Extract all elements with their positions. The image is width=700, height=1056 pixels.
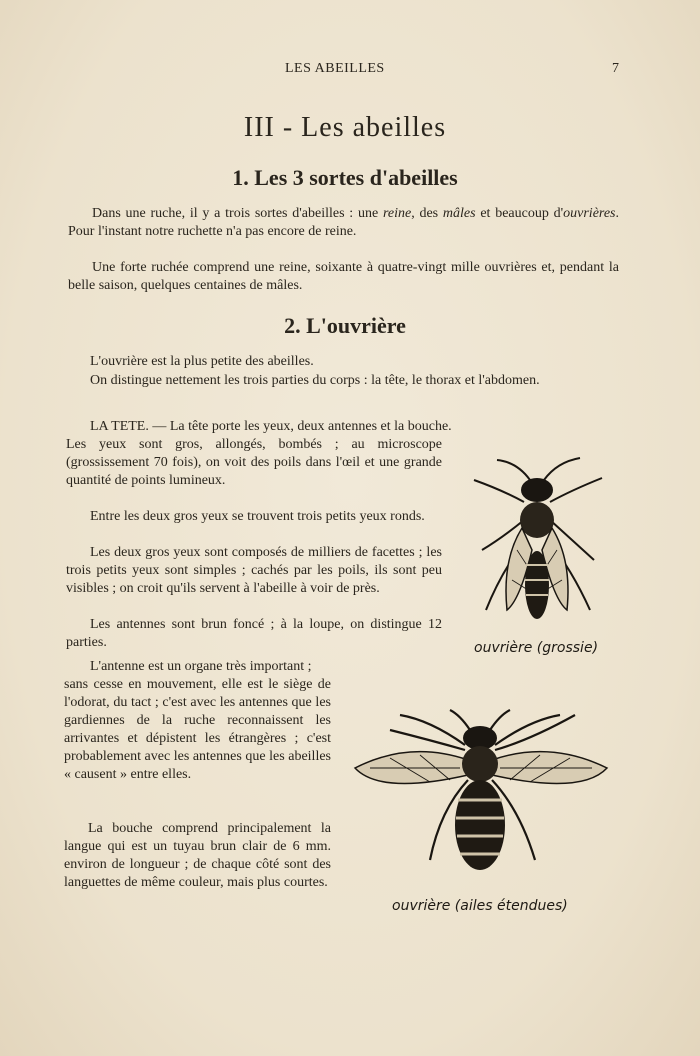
section-2-paragraph-1: L'ouvrière est la plus petite des abeilles. [90, 354, 314, 369]
section-2-paragraph-antenna-line1: L'antenne est un organe très important ; [90, 659, 312, 674]
section-2-paragraph-eyes: Les yeux sont gros, allongés, bombés ; au microscope (grossissement 70 fois), on voit des poils dans l'œil et une grande quantité de points lumineux. [66, 437, 442, 488]
running-head: LES ABEILLES [285, 61, 385, 76]
section-2-paragraph-mouth: La bouche comprend principalement la langue qui est un tuyau brun clair de 6 mm. environ de longueur ; de chaque côté sont des languettes de même couleur, mais plus courtes. [64, 821, 331, 890]
section-2-paragraph-small-eyes: Entre les deux gros yeux se trouvent trois petits yeux ronds. [90, 509, 425, 524]
section-2-paragraph-antenna-rest: sans cesse en mouvement, elle est le siège de l'odorat, du tact ; c'est avec les antennes que les gardiennes de la ruche reconnaissent les arrivantes et dépistent les étrangères ; c'est probablement avec les antennes que les abeilles « causent » entre elles. [64, 677, 331, 782]
section-2-paragraph-facets: Les deux gros yeux sont composés de milliers de facettes ; les trois petits yeux sont simples ; cachés par les poils, ils sont peu visibles ; on croit qu'ils servent à l'abeille à voir de près. [66, 545, 442, 596]
section-1-paragraph-2: Une forte ruchée comprend une reine, soixante à quatre-vingt mille ouvrières et, pendant la belle saison, quelques centaines de mâles. [68, 260, 619, 293]
chapter-title: III - Les abeilles [243, 112, 447, 143]
figure-1-caption: ouvrière (grossie) [474, 640, 599, 656]
page-number: 7 [612, 61, 619, 76]
section-2-title: 2. L'ouvrière [284, 313, 406, 338]
section-1-title: 1. Les 3 sortes d'abeilles [232, 165, 458, 190]
section-2-paragraph-antennae: Les antennes sont brun foncé ; à la loupe, on distingue 12 parties. [66, 617, 442, 650]
figure-2-caption: ouvrière (ailes étendues) [392, 898, 568, 914]
section-1-paragraph-1: Dans une ruche, il y a trois sortes d'abeilles : une reine, des mâles et beaucoup d'ouvrières. Pour l'instant notre ruchette n'a pas encore de reine. [68, 206, 619, 239]
worker-bee-illustration [462, 450, 612, 630]
section-2-paragraph-3: LA TETE. — La tête porte les yeux, deux antennes et la bouche. [90, 419, 452, 434]
section-2-paragraph-2: On distingue nettement les trois parties du corps : la tête, le thorax et l'abdomen. [90, 373, 540, 388]
worker-bee-spread-wings-illustration [350, 700, 612, 890]
